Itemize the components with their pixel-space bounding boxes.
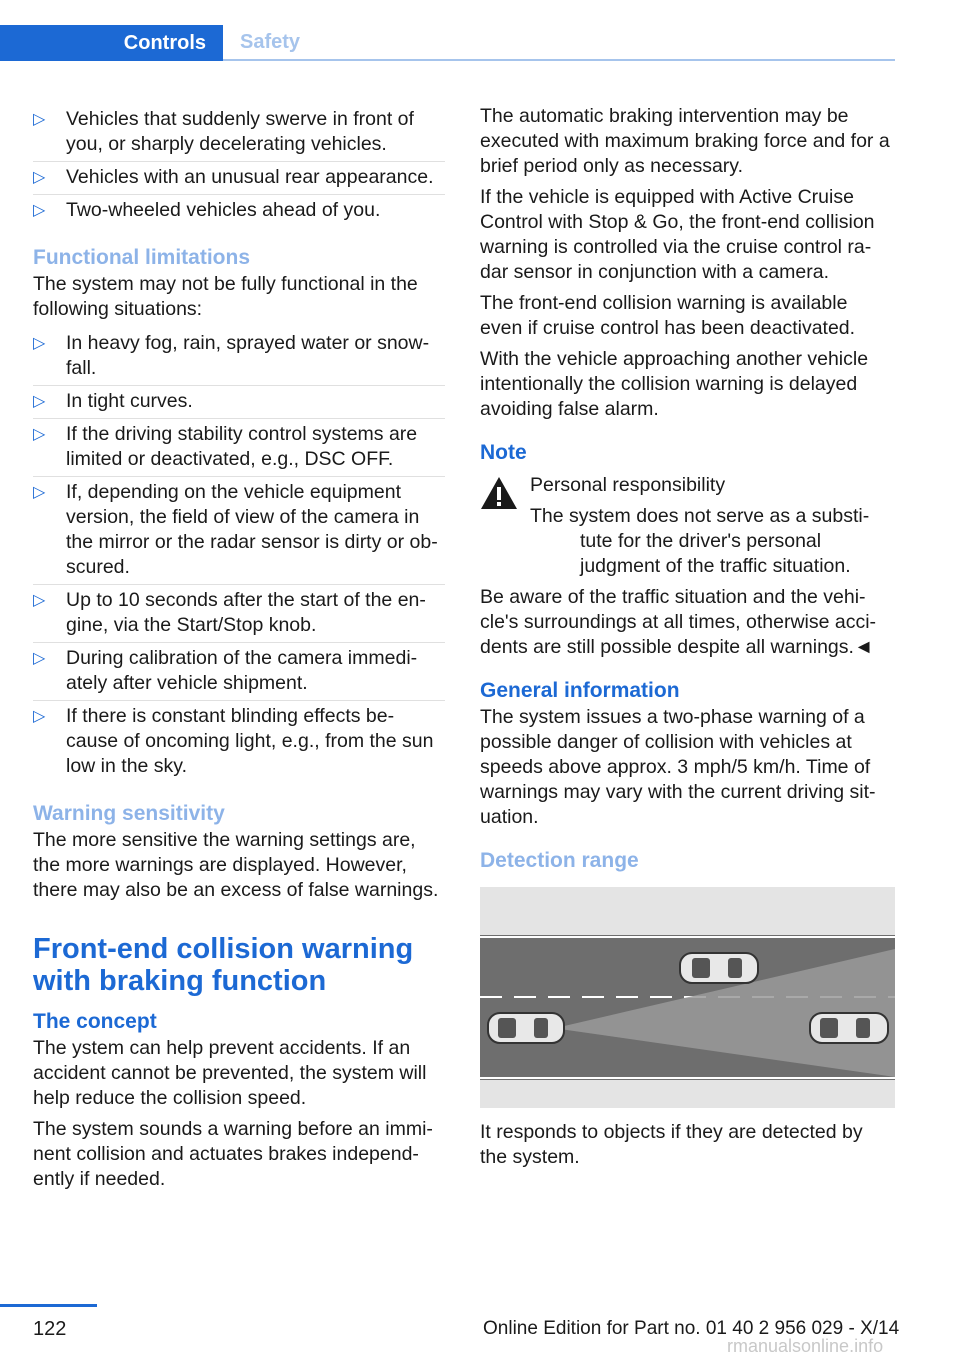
bullet-triangle-icon: ▷ — [33, 335, 46, 352]
bullet-triangle-icon: ▷ — [33, 111, 46, 128]
tab-safety[interactable]: Safety — [223, 25, 895, 61]
bullet-triangle-icon: ▷ — [33, 592, 46, 609]
list-item: ▷ In tight curves. — [33, 386, 445, 419]
list-item: ▷ In heavy fog, rain, sprayed water or snow-fall. — [33, 328, 445, 386]
warning-triangle-icon — [480, 475, 518, 511]
bullet-triangle-icon: ▷ — [33, 426, 46, 443]
paragraph: The ystem can help prevent accidents. If an accident cannot be prevented, the system will help reduce the collision speed. — [33, 1037, 427, 1109]
list-item: ▷ If there is constant blinding effects be-cause of oncoming light, e.g., from the sun low in the sky. — [33, 705, 434, 777]
bullet-triangle-icon: ▷ — [33, 708, 46, 725]
paragraph: It responds to objects if they are detected by the system. — [480, 1121, 863, 1168]
tab-controls[interactable]: Controls — [0, 25, 223, 61]
right-column — [480, 104, 895, 1176]
bullet-triangle-icon: ▷ — [33, 650, 46, 667]
bullet-list-limitations — [33, 328, 445, 783]
warning-block — [480, 473, 895, 579]
paragraph: Be aware of the traffic situation and the vehi-cle's surroundings at all times, otherwise acci-dents are still possible despite all warnings.◄ — [480, 586, 877, 658]
watermark: rmanualsonline.info — [727, 1336, 884, 1356]
heading-the-concept: The concept — [33, 1010, 157, 1033]
list-item: ▷ If the driving stability control systems are limited or deactivated, e.g., DSC OFF. — [33, 419, 445, 477]
car-right-icon — [810, 1013, 888, 1043]
bullet-triangle-icon: ▷ — [33, 484, 46, 501]
edition-text: Online Edition for Part no. 01 40 2 956 029 - X/14 — [483, 1318, 900, 1339]
heading-functional-limitations: Functional limitations — [33, 246, 251, 269]
car-ahead-icon — [680, 953, 758, 983]
paragraph: The front-end collision warning is available even if cruise control has been deactivated. — [480, 292, 856, 339]
left-column — [33, 104, 445, 1198]
bullet-list-top — [33, 104, 445, 227]
paragraph: If the vehicle is equipped with Active Cruise Control with Stop & Go, the front-end collision warning is controlled via the cruise control ra-dar sensor in conjunction with a camera. — [480, 186, 875, 283]
list-item: ▷ Vehicles that suddenly swerve in front of you, or sharply decelerating vehicles. — [33, 104, 445, 162]
bullet-triangle-icon: ▷ — [33, 169, 46, 186]
paragraph: The system sounds a warning before an immi-nent collision and actuates brakes independ-ently if needed. — [33, 1118, 433, 1190]
heading-note: Note — [480, 441, 527, 464]
paragraph: The automatic braking intervention may be executed with maximum braking force and for a brief period only as necessary. — [480, 105, 890, 177]
footer-line — [0, 1304, 97, 1307]
paragraph: With the vehicle approaching another vehicle intentionally the collision warning is delayed avoiding false alarm. — [480, 348, 869, 420]
heading-detection-range: Detection range — [480, 849, 639, 872]
section-title: Front-end collision warning with braking function — [33, 933, 414, 997]
list-item: ▷ Up to 10 seconds after the start of the en-gine, via the Start/Stop knob. — [33, 585, 445, 643]
header-tabs — [0, 25, 895, 61]
paragraph: The more sensitive the warning settings are, the more warnings are displayed. However, there may also be an excess of false warnings. — [33, 829, 439, 901]
warning-title: Personal responsibility — [530, 474, 726, 496]
paragraph: The system may not be fully functional in the following situations: — [33, 273, 418, 320]
bullet-triangle-icon: ▷ — [33, 393, 46, 410]
heading-warning-sensitivity: Warning sensitivity — [33, 802, 225, 825]
warning-text: The system does not serve as a substi-tute for the driver's personal judgment of the traffic situation. — [530, 505, 870, 577]
own-car-icon — [488, 1013, 564, 1043]
detection-range-figure — [480, 887, 895, 1108]
list-item: ▷ Two-wheeled vehicles ahead of you. — [33, 199, 381, 221]
list-item: ▷ Vehicles with an unusual rear appearance. — [33, 162, 445, 195]
detection-range-illustration — [480, 887, 895, 1108]
list-item: ▷ If, depending on the vehicle equipment version, the field of view of the camera in the mirror or the radar sensor is dirty or ob-scured. — [33, 477, 445, 585]
paragraph: The system issues a two-phase warning of a possible danger of collision with vehicles at speeds above approx. 3 mph/5 km/h. Time of warnings may vary with the current driving sit-uation. — [480, 706, 876, 828]
bullet-triangle-icon: ▷ — [33, 202, 46, 219]
heading-general-information: General information — [480, 679, 680, 702]
list-item: ▷ During calibration of the camera immedi-ately after vehicle shipment. — [33, 643, 445, 701]
page-number: 122 — [33, 1318, 67, 1340]
